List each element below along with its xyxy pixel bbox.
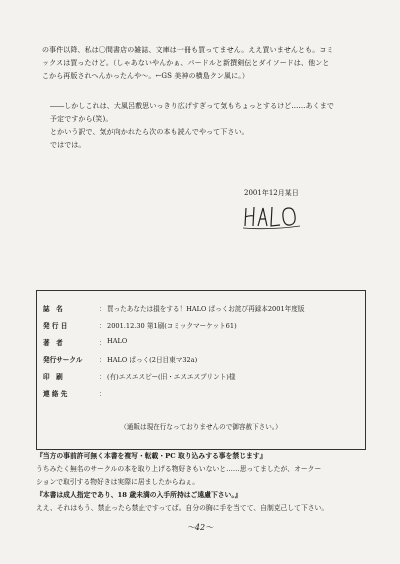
handwritten-signature [242, 202, 302, 230]
text-line: とかいう訳で、気が向かれたら次の本も読んでやって下さい。 [50, 128, 249, 136]
text-line: うちみたく無名のサークルの本を取り上げる物好きもいないと……思ってましたが、オークー [36, 465, 322, 473]
colophon-value: 買ったあなたは損をする！HALO ぱっくお詫び再録本2001年度版 [107, 305, 305, 313]
text-line: ええ、それはもう、禁止ったら禁止ですってば。自分の胸に手を当てて、自制克己して下さい。 [36, 504, 329, 512]
colophon-label: 印 刷 [43, 373, 63, 381]
colophon-value: HALO [107, 337, 128, 345]
colophon-label: 著 者 [43, 339, 63, 347]
colophon-row-printer: 印 刷 ： (有)エスエスピー(旧・エスエスプリント)様 [43, 373, 236, 381]
mail-order-notice: （通販は現在行なっておりませんので御容赦下さい。） [120, 423, 282, 431]
afterword-text [42, 44, 372, 152]
text-line: ――しかしこれは、大風呂敷思いっきり広げすぎって気もちょっとするけど……あくまで [50, 102, 334, 110]
colophon-label: 発 行 日 [43, 322, 68, 330]
rights-notice [36, 450, 366, 515]
text-line: ではでは。 [50, 141, 86, 149]
adult-rating-notice: 『本書は成人指定であり、18 歳未満の入手所持はご遠慮下さい。』 [36, 491, 242, 499]
text-line: こから再版されへんかったんや〜。←GS 美神の横島クン風に。） [42, 72, 249, 80]
text-line: ックスは買ったけど。（しゃあないやんかぁ、パードルと新撰剣伝とダイソードは、他ンと [42, 59, 330, 67]
text-line: の事件以降、私は〇間書店の雑誌、文庫は一冊も買ってません。ええ買いませんとも。コミ [42, 46, 334, 54]
colophon-label: 連 絡 先 [43, 390, 68, 398]
colophon-row-author: 著 者 ： HALO [43, 337, 128, 347]
colophon-label: 発行サークル [43, 356, 83, 364]
text-line: ションで取引する物好きは実際に居ましたからねぇ。 [36, 478, 199, 486]
colophon-value: (有)エスエスピー(旧・エスエスプリント)様 [107, 373, 236, 381]
colophon-value: 2001.12.30 第1刷(コミックマーケット61) [107, 322, 237, 330]
colophon-row-title: 誌 名 ： 買ったあなたは損をする！HALO ぱっくお詫び再録本2001年度版 [43, 305, 305, 313]
colophon-row-contact: 連 絡 先 ： [43, 390, 106, 398]
colophon-value: HALO ぱっく(2日目東マ32a) [107, 356, 198, 364]
text-line: 予定ですから(笑)。 [50, 115, 113, 123]
colophon-box [36, 290, 366, 450]
date-line: 2001年12月某日 [244, 189, 299, 197]
page-number: 〜42〜 [186, 523, 214, 532]
copy-prohibition-notice: 『当方の事前許可無く本書を複写・転載・PC 取り込みする事を禁じます』 [36, 452, 267, 460]
colophon-row-date: 発 行 日 ： 2001.12.30 第1刷(コミックマーケット61) [43, 322, 237, 330]
colophon-row-circle: 発行サークル ： HALO ぱっく(2日目東マ32a) [43, 356, 198, 364]
colophon-label: 誌 名 [43, 305, 63, 313]
